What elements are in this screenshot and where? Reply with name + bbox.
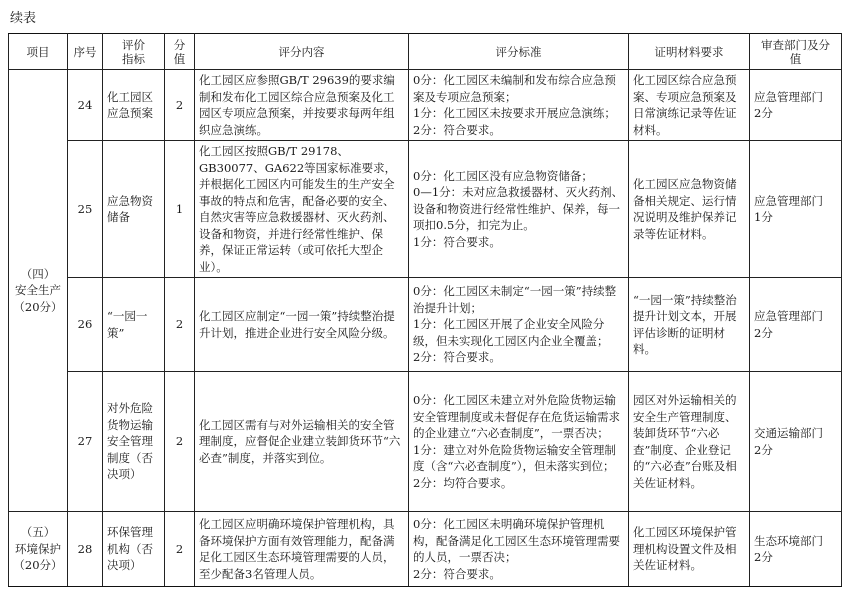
row-dept: 生态环境部门 2分 bbox=[750, 512, 842, 587]
table-row bbox=[9, 141, 842, 278]
row-criteria: 0分：化工园区未编制和发布综合应急预案及专项应急预案； 1分：化工园区未按要求开展应急演练； 2分：符合要求。 bbox=[409, 70, 629, 141]
row-dept: 交通运输部门 2分 bbox=[750, 372, 842, 512]
row-content: 化工园区按照GB/T 29178、GB30077、GA622等国家标准要求，并根据化工园区内可能发生的生产安全事故的特点和危害，配备必要的安全、自然灾害等应急救援器材、灭火药剂、设备和物资，并进行经常性维护、保养，保证正常运转（或可依托大型企业）。 bbox=[195, 141, 409, 278]
header-project: 项目 bbox=[9, 34, 68, 70]
row-indicator: 对外危险 货物运输 安全管理 制度（否 决项） bbox=[103, 372, 165, 512]
row-evidence: 化工园区环境保护管理机构设置文件及相关佐证材料。 bbox=[629, 512, 750, 587]
table-row bbox=[9, 372, 842, 512]
row-content: 化工园区需有与对外运输相关的安全管理制度，应督促企业建立装卸货环节“六必查”制度，并落实到位。 bbox=[195, 372, 409, 512]
row-dept: 应急管理部门 2分 bbox=[750, 70, 842, 141]
header-row bbox=[9, 34, 842, 70]
row-score: 2 bbox=[165, 278, 195, 372]
table-row bbox=[9, 512, 842, 587]
row-indicator: “一园一 策” bbox=[103, 278, 165, 372]
row-no: 24 bbox=[68, 70, 103, 141]
header-criteria: 评分标准 bbox=[409, 34, 629, 70]
header-score: 分值 bbox=[165, 34, 195, 70]
row-content: 化工园区应制定“一园一策”持续整治提升计划，推进企业进行安全风险分级。 bbox=[195, 278, 409, 372]
row-criteria: 0分：化工园区未建立对外危险货物运输安全管理制度或未督促存在危货运输需求的企业建立“六必查制度”，一票否决； 1分：建立对外危险货物运输安全管理制度（含“六必查制度”），但未落实到位； 2分：均符合要求。 bbox=[409, 372, 629, 512]
row-no: 27 bbox=[68, 372, 103, 512]
header-content: 评分内容 bbox=[195, 34, 409, 70]
header-dept: 审查部门及分 值 bbox=[750, 34, 842, 70]
group-safety-production: （四） 安全生产 （20分） bbox=[9, 70, 68, 512]
evaluation-table bbox=[8, 33, 842, 587]
header-indicator: 评价 指标 bbox=[103, 34, 165, 70]
table-caption: 续表 bbox=[10, 11, 37, 26]
row-score: 2 bbox=[165, 512, 195, 587]
header-evidence: 证明材料要求 bbox=[629, 34, 750, 70]
header-no: 序号 bbox=[68, 34, 103, 70]
table-row bbox=[9, 278, 842, 372]
row-score: 2 bbox=[165, 70, 195, 141]
row-evidence: “一园一策”持续整治提升计划文本，开展评估诊断的证明材料。 bbox=[629, 278, 750, 372]
row-criteria: 0分：化工园区没有应急物资储备； 0—1分：未对应急救援器材、灭火药剂、设备和物资进行经常性维护、保养，每一项扣0.5分，扣完为止。 1分：符合要求。 bbox=[409, 141, 629, 278]
row-indicator: 化工园区 应急预案 bbox=[103, 70, 165, 141]
row-evidence: 化工园区应急物资储备相关规定、运行情况说明及维护保养记录等佐证材料。 bbox=[629, 141, 750, 278]
row-evidence: 园区对外运输相关的安全生产管理制度、装卸货环节“六必查”制度、企业登记的“六必查”台账及相关佐证材料。 bbox=[629, 372, 750, 512]
row-indicator: 应急物资 储备 bbox=[103, 141, 165, 278]
row-indicator: 环保管理 机构（否 决项） bbox=[103, 512, 165, 587]
row-dept: 应急管理部门 2分 bbox=[750, 278, 842, 372]
row-score: 1 bbox=[165, 141, 195, 278]
table-row bbox=[9, 70, 842, 141]
row-criteria: 0分：化工园区未明确环境保护管理机构，配备满足化工园区生态环境管理需要的人员，一票否决； 2分：符合要求。 bbox=[409, 512, 629, 587]
group-environmental-protection: （五） 环境保护 （20分） bbox=[9, 512, 68, 587]
row-content: 化工园区应明确环境保护管理机构，具备环境保护方面有效管理能力，配备满足化工园区生态环境管理需要的人员，至少配备3名管理人员。 bbox=[195, 512, 409, 587]
row-dept: 应急管理部门 1分 bbox=[750, 141, 842, 278]
row-no: 25 bbox=[68, 141, 103, 278]
row-no: 28 bbox=[68, 512, 103, 587]
row-evidence: 化工园区综合应急预案、专项应急预案及日常演练记录等佐证材料。 bbox=[629, 70, 750, 141]
row-criteria: 0分：化工园区未制定“一园一策”持续整治提升计划； 1分：化工园区开展了企业安全风险分级，但未实现化工园区内企业全覆盖； 2分：符合要求。 bbox=[409, 278, 629, 372]
row-score: 2 bbox=[165, 372, 195, 512]
row-content: 化工园区应参照GB/T 29639的要求编制和发布化工园区综合应急预案及化工园区专项应急预案，并按要求每两年组织应急演练。 bbox=[195, 70, 409, 141]
row-no: 26 bbox=[68, 278, 103, 372]
